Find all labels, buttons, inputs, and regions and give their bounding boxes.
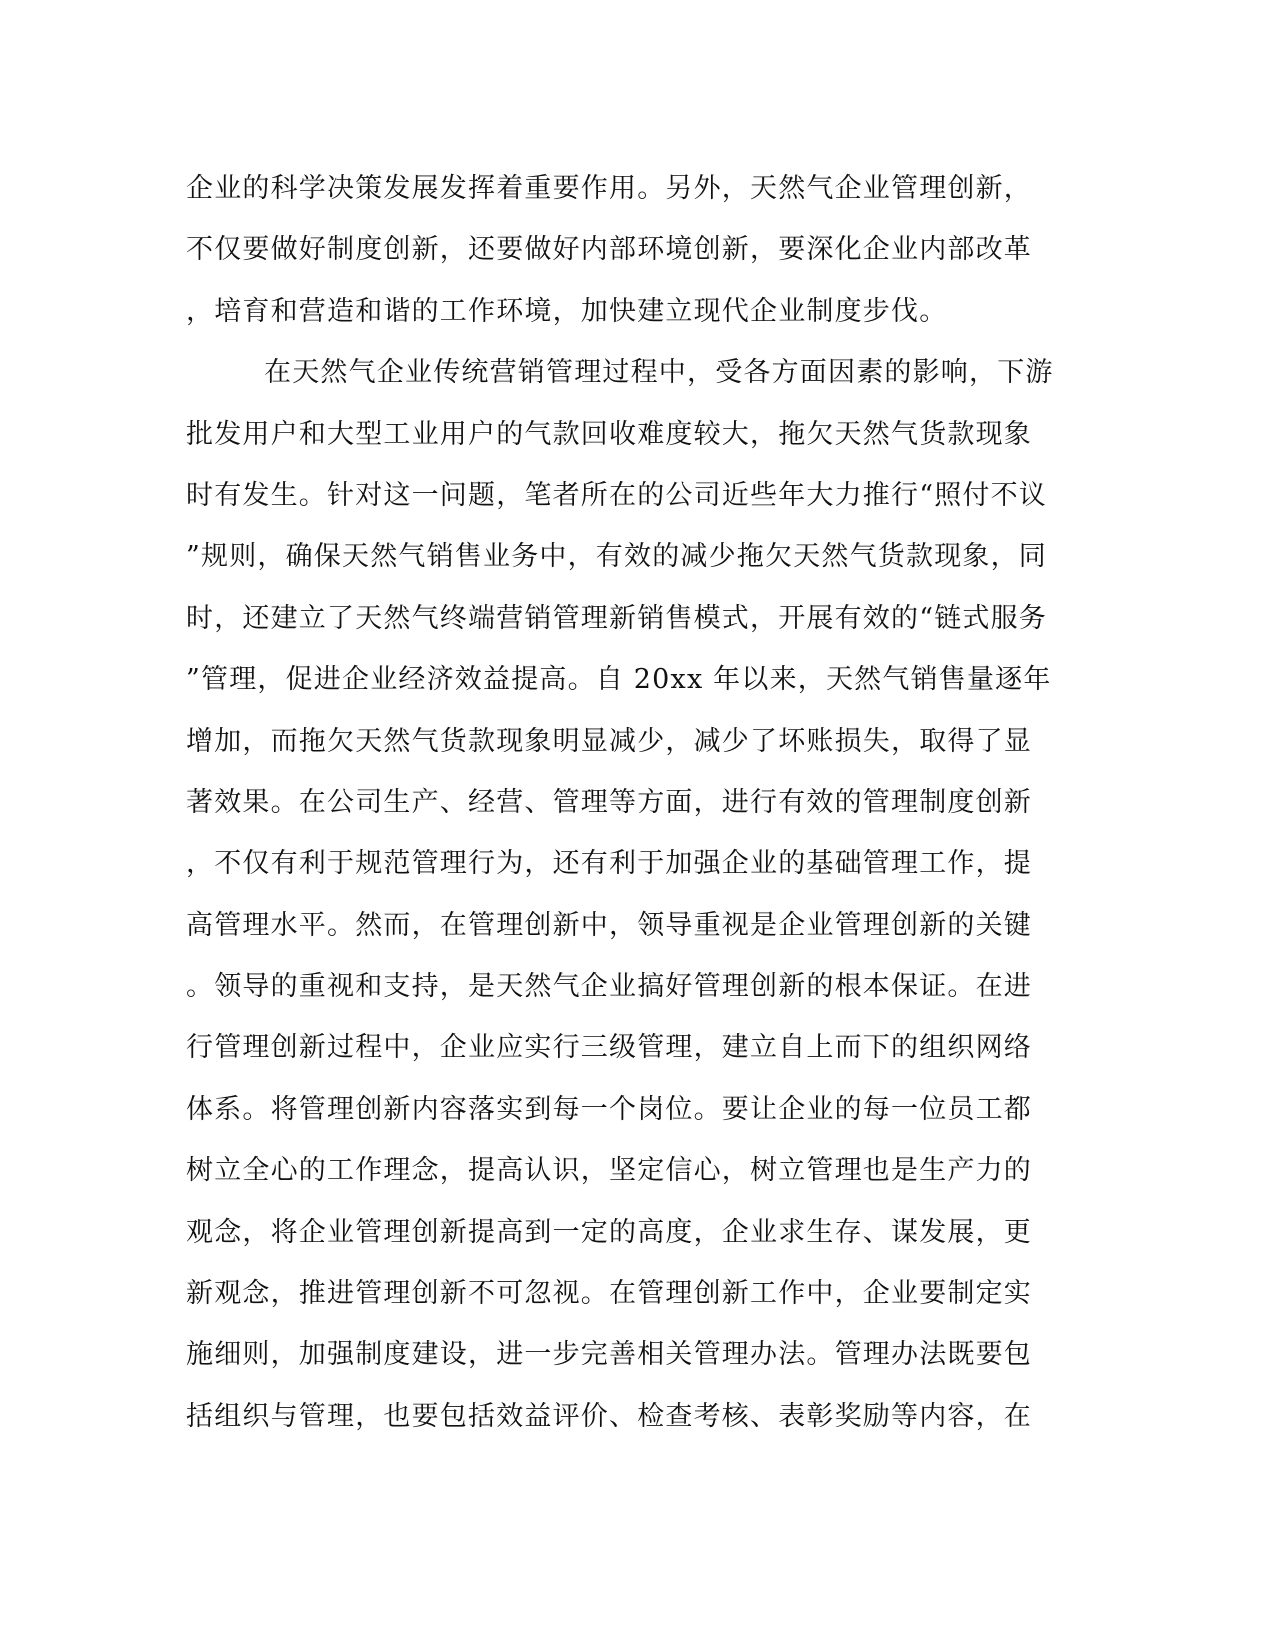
text-line: ，不仅有利于规范管理行为，还有利于加强企业的基础管理工作，提 bbox=[186, 848, 1032, 880]
text-line: 新观念，推进管理创新不可忽视。在管理创新工作中，企业要制定实 bbox=[186, 1278, 1032, 1310]
text-line: ”规则，确保天然气销售业务中，有效的减少拖欠天然气货款现象，同 bbox=[186, 541, 1048, 573]
text-line: 增加，而拖欠天然气货款现象明显减少，减少了坏账损失，取得了显 bbox=[186, 725, 1032, 757]
text-line: ”管理，促进企业经济效益提高。自 20xx 年以来，天然气销售量逐年 bbox=[186, 664, 1052, 696]
text-line: 企业的科学决策发展发挥着重要作用。另外，天然气企业管理创新， bbox=[186, 173, 1032, 204]
text-line: 树立全心的工作理念，提高认识，坚定信心，树立管理也是生产力的 bbox=[186, 1155, 1032, 1187]
text-line: 施细则，加强制度建设，进一步完善相关管理办法。管理办法既要包 bbox=[186, 1339, 1032, 1371]
text-line: 行管理创新过程中，企业应实行三级管理，建立自上而下的组织网络 bbox=[186, 1032, 1032, 1064]
text-line: 。领导的重视和支持，是天然气企业搞好管理创新的根本保证。在进 bbox=[186, 971, 1032, 1003]
paragraph-first-line: 在天然气企业传统营销管理过程中，受各方面因素的影响，下游 bbox=[264, 357, 1054, 389]
text-line: 高管理水平。然而，在管理创新中，领导重视是企业管理创新的关键 bbox=[186, 909, 1032, 941]
body-text bbox=[186, 158, 1066, 1447]
text-line: 括组织与管理，也要包括效益评价、检查考核、表彰奖励等内容，在 bbox=[186, 1400, 1032, 1432]
text-line: 体系。将管理创新内容落实到每一个岗位。要让企业的每一位员工都 bbox=[186, 1093, 1032, 1125]
text-line: 观念，将企业管理创新提高到一定的高度，企业求生存、谋发展，更 bbox=[186, 1216, 1032, 1248]
text-line: 不仅要做好制度创新，还要做好内部环境创新，要深化企业内部改革 bbox=[186, 234, 1032, 266]
text-line: 时，还建立了天然气终端营销管理新销售模式，开展有效的“链式服务 bbox=[186, 602, 1048, 634]
text-line: 批发用户和大型工业用户的气款回收难度较大，拖欠天然气货款现象 bbox=[186, 418, 1032, 450]
text-line: ，培育和营造和谐的工作环境，加快建立现代企业制度步伐。 bbox=[186, 295, 948, 327]
text-line: 著效果。在公司生产、经营、管理等方面，进行有效的管理制度创新 bbox=[186, 786, 1032, 818]
text-line: 时有发生。针对这一问题，笔者所在的公司近些年大力推行“照付不议 bbox=[186, 479, 1048, 511]
